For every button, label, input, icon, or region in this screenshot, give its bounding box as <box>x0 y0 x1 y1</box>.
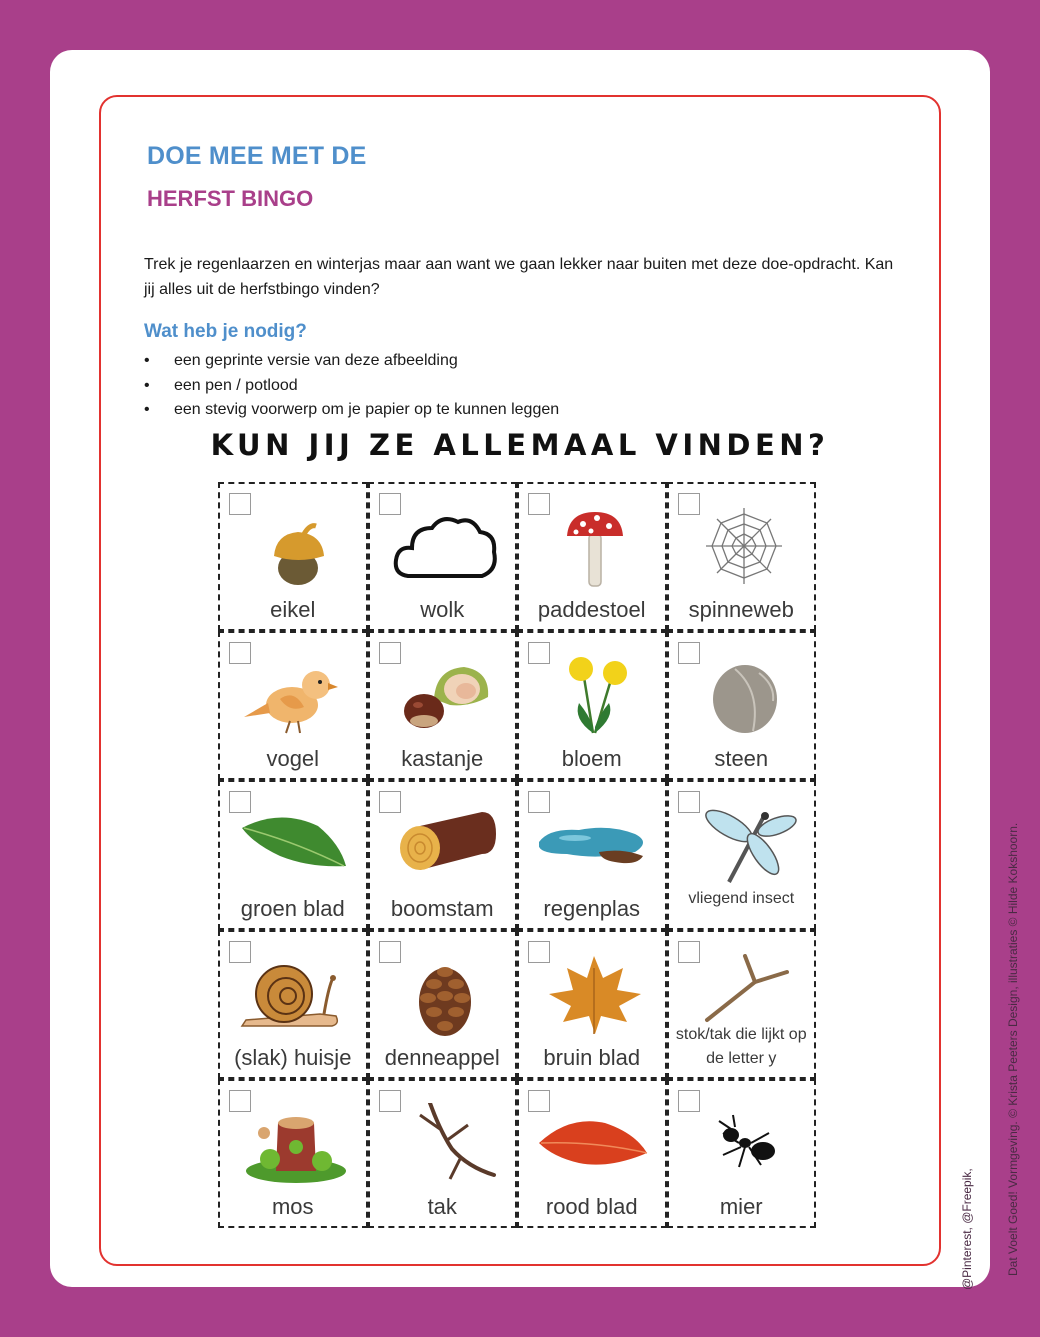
log-icon <box>390 804 500 886</box>
bingo-cell-bruin-blad <box>517 930 667 1079</box>
bullet: • <box>144 352 150 369</box>
snail-icon <box>240 954 350 1036</box>
pinecone-icon <box>390 954 500 1036</box>
red-leaf-icon <box>539 1103 649 1185</box>
bingo-cell-stok-tak <box>667 930 817 1079</box>
bingo-cell-spinneweb <box>667 482 817 631</box>
cell-label: vogel <box>266 746 320 772</box>
needs-title: Wat heb je nodig? <box>144 321 307 342</box>
bingo-cell-denneappel <box>368 930 518 1079</box>
bingo-cell-vliegend-insect <box>667 780 817 929</box>
cell-label: boomstam <box>390 895 494 921</box>
list-item <box>144 374 559 399</box>
bingo-cell-wolk <box>368 482 518 631</box>
title-line-1: DOE MEE MET DE <box>147 142 367 170</box>
branch-icon <box>390 1103 500 1185</box>
list-item <box>144 349 559 374</box>
list-item <box>144 398 559 423</box>
cell-label: bruin blad <box>543 1044 641 1070</box>
bingo-cell-eikel <box>218 482 368 631</box>
cell-label: eikel <box>270 597 316 623</box>
green-leaf-icon <box>240 804 350 886</box>
cell-label: (slak) huisje <box>234 1044 352 1070</box>
credit-line-2: Dat Voelt Goed! Vormgeving. © Krista Peeters Design, illustraties © Hilde Kokshoorn. <box>1006 822 1020 1276</box>
bingo-cell-mos <box>218 1079 368 1228</box>
bullet: • <box>144 401 150 418</box>
bingo-cell-slak-huisje <box>218 930 368 1079</box>
bingo-cell-kastanje <box>368 631 518 780</box>
bingo-cell-paddestoel <box>517 482 667 631</box>
moss-icon <box>240 1103 350 1185</box>
cell-label: regenplas <box>543 895 641 921</box>
intro-text: Trek je regenlaarzen en winterjas maar aan want we gaan lekker naar buiten met deze doe-opdracht. Kan jij alles uit de herfstbingo vinden? <box>144 256 894 298</box>
cell-label: groen blad <box>240 895 345 921</box>
bingo-cell-groen-blad <box>218 780 368 929</box>
bingo-cell-steen <box>667 631 817 780</box>
list-item-text: een pen / potlood <box>174 376 298 394</box>
cell-label: paddestoel <box>537 597 646 623</box>
mushroom-icon <box>539 506 649 588</box>
bingo-cell-mier <box>667 1079 817 1228</box>
acorn-icon <box>240 506 350 588</box>
bingo-cell-vogel <box>218 631 368 780</box>
flower-icon <box>539 655 649 737</box>
cell-label: wolk <box>420 597 465 623</box>
bingo-cell-tak <box>368 1079 518 1228</box>
dragonfly-icon <box>689 804 799 886</box>
cell-label: mos <box>271 1193 314 1219</box>
puddle-icon <box>539 804 649 886</box>
cell-label: steen <box>714 746 769 772</box>
cell-label: kastanje <box>401 746 484 772</box>
cell-label: rood blad <box>545 1193 638 1219</box>
chestnut-icon <box>390 655 500 737</box>
credit-line-1: @Pinterest, @Freepik, <box>960 1168 974 1290</box>
ant-icon <box>689 1103 799 1185</box>
cell-label: denneappel <box>384 1044 500 1070</box>
needs-list <box>144 349 559 423</box>
cell-label: vliegend insect <box>688 889 795 907</box>
cell-label: tak <box>427 1193 457 1219</box>
bingo-title: KUN JIJ ZE ALLEMAAL VINDEN? <box>210 428 830 462</box>
spiderweb-icon <box>689 506 799 588</box>
list-item-text: een geprinte versie van deze afbeelding <box>174 352 458 369</box>
cell-label: mier <box>719 1193 763 1219</box>
bullet: • <box>144 376 150 394</box>
cell-label: stok/tak die lijkt op de letter y <box>675 1025 807 1067</box>
brown-leaf-icon <box>539 954 649 1036</box>
bingo-grid <box>218 482 816 1228</box>
cloud-icon <box>390 506 500 588</box>
cell-label: spinneweb <box>688 597 794 623</box>
bingo-cell-boomstam <box>368 780 518 929</box>
title-line-2: HERFST BINGO <box>147 186 314 211</box>
list-item-text: een stevig voorwerp om je papier op te kunnen leggen <box>174 401 560 418</box>
bingo-cell-rood-blad <box>517 1079 667 1228</box>
bingo-cell-bloem <box>517 631 667 780</box>
bird-icon <box>240 655 350 737</box>
cell-label: bloem <box>561 746 622 772</box>
stone-icon <box>689 655 799 737</box>
bingo-cell-regenplas <box>517 780 667 929</box>
